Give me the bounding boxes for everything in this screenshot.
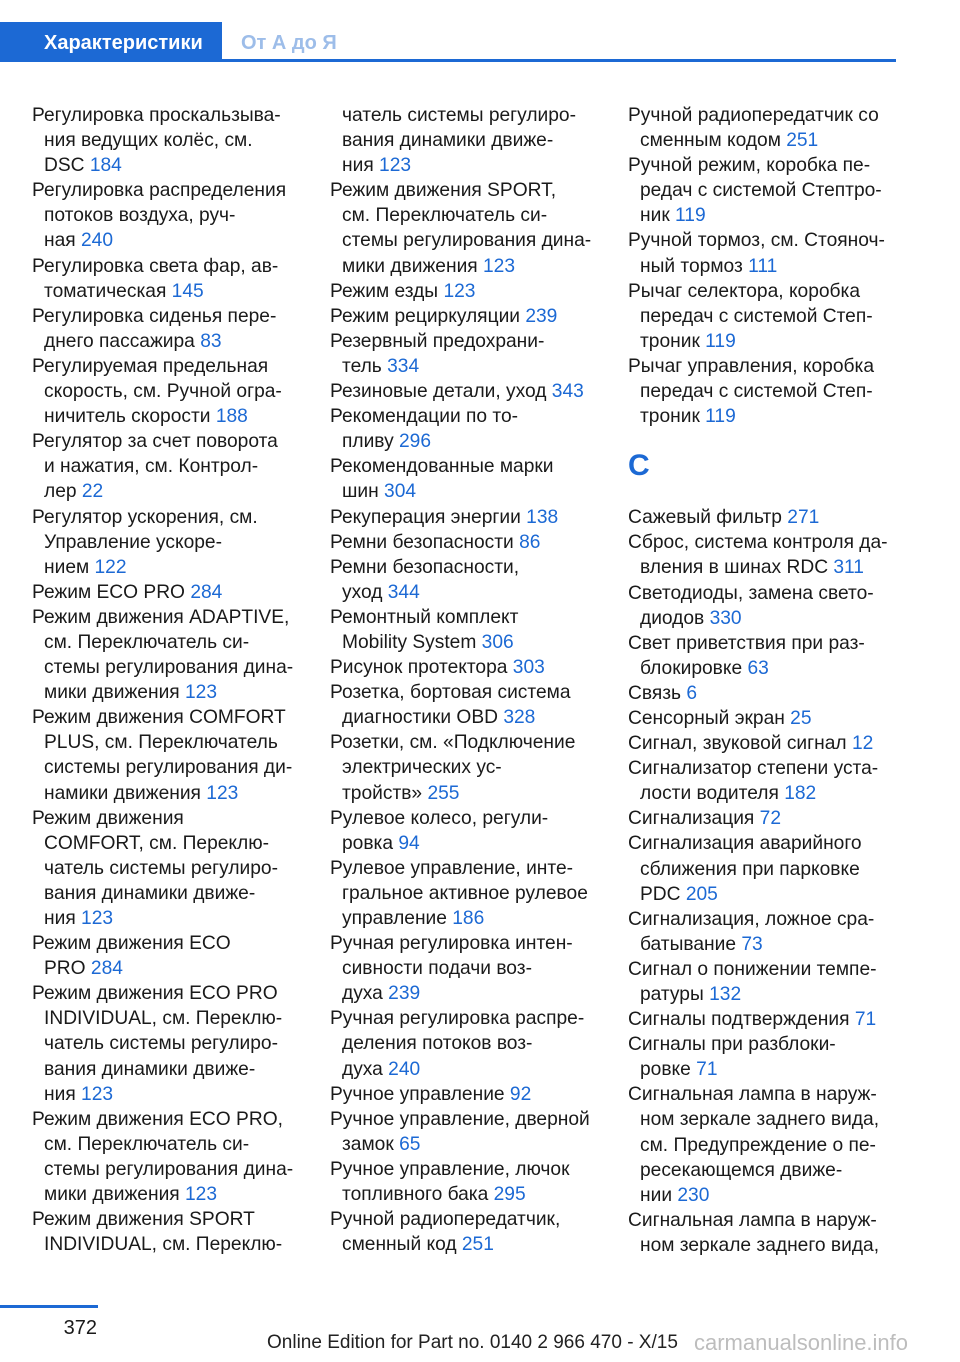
entry-text: скорость, см. Ручной огра- bbox=[44, 381, 282, 403]
index-entry bbox=[330, 1157, 605, 1207]
index-entry bbox=[628, 530, 900, 580]
entry-text: днего пассажира bbox=[44, 330, 201, 352]
entry-text: потоков воздуха, руч- bbox=[44, 205, 236, 227]
index-column-2 bbox=[330, 103, 605, 1257]
entry-text: Режим рециркуляции bbox=[330, 305, 526, 327]
page-link[interactable]: 239 bbox=[525, 305, 558, 327]
entry-text: топливного бака bbox=[342, 1184, 494, 1206]
entry-text: Ручное управление, лючок bbox=[330, 1158, 570, 1180]
tab-a-to-z[interactable]: От А до Я bbox=[241, 32, 337, 54]
entry-text: Сенсорный экран bbox=[628, 707, 791, 729]
page-link[interactable]: 271 bbox=[787, 507, 820, 529]
page-link[interactable]: 182 bbox=[784, 783, 817, 805]
entry-text: мики движения bbox=[342, 255, 484, 277]
entry-text: Режим движения bbox=[32, 807, 184, 829]
page-link[interactable]: 123 bbox=[379, 155, 412, 177]
page-link[interactable]: 63 bbox=[747, 657, 769, 679]
entry-text: ная bbox=[44, 230, 81, 252]
index-entry bbox=[628, 957, 900, 1007]
index-entry bbox=[32, 931, 307, 981]
page-link[interactable]: 73 bbox=[741, 933, 763, 955]
entry-text: Режим движения SPORT bbox=[32, 1209, 255, 1231]
entry-text: Рычаг селектора, коробка bbox=[628, 280, 861, 302]
entry-text: чатель системы регулиро- bbox=[44, 857, 278, 879]
entry-text: передач с системой Степ- bbox=[640, 381, 873, 403]
index-entry bbox=[628, 354, 900, 429]
index-entry bbox=[628, 505, 900, 530]
entry-text: ратуры bbox=[640, 984, 710, 1005]
entry-text: Регулируемая предельная bbox=[32, 355, 269, 377]
entry-text: троник bbox=[640, 330, 706, 352]
index-column-3 bbox=[628, 103, 900, 1258]
entry-text: PLUS, см. Переключатель bbox=[44, 732, 278, 754]
section-letter: С bbox=[628, 449, 650, 483]
index-entry bbox=[330, 806, 605, 856]
entry-text: троник bbox=[640, 406, 706, 428]
entry-text: Ручное управление, дверной bbox=[330, 1108, 590, 1130]
entry-text: ния bbox=[44, 1083, 82, 1105]
index-entry bbox=[330, 856, 605, 931]
entry-text: диагностики OBD bbox=[342, 707, 504, 729]
entry-text: INDIVIDUAL, см. Переклю- bbox=[44, 1008, 283, 1030]
index-entry bbox=[32, 605, 307, 705]
entry-text: вания динамики движе- bbox=[342, 130, 554, 152]
index-entry bbox=[628, 228, 900, 278]
page-link[interactable]: 94 bbox=[398, 832, 420, 854]
page-link[interactable]: 205 bbox=[685, 883, 718, 905]
entry-text: деления потоков воз- bbox=[342, 1033, 533, 1055]
entry-text: см. Переключатель си- bbox=[342, 205, 548, 227]
entry-text: батывание bbox=[640, 933, 742, 955]
entry-text: нии bbox=[640, 1184, 678, 1206]
entry-text: стемы регулирования дина- bbox=[342, 230, 592, 252]
index-entry bbox=[628, 1032, 900, 1082]
entry-text: Режим езды bbox=[330, 280, 444, 302]
index-entry bbox=[628, 731, 900, 756]
entry-text: лости водителя bbox=[640, 783, 785, 805]
page-link[interactable]: 122 bbox=[94, 556, 127, 578]
page-link[interactable]: 306 bbox=[481, 631, 514, 653]
page-link[interactable]: 303 bbox=[512, 657, 545, 679]
index-entry bbox=[330, 655, 605, 680]
entry-text: Сигнализация, ложное сра- bbox=[628, 908, 875, 930]
index-entry bbox=[330, 304, 605, 329]
page-link[interactable]: 251 bbox=[461, 1234, 494, 1256]
page-link[interactable]: 251 bbox=[786, 130, 819, 152]
page-link[interactable]: 123 bbox=[81, 908, 114, 929]
index-entry bbox=[628, 806, 900, 831]
entry-text: ничитель скорости bbox=[44, 406, 216, 428]
index-entry bbox=[330, 530, 605, 555]
entry-text: PRO bbox=[44, 958, 91, 980]
page-link[interactable]: 71 bbox=[696, 1059, 718, 1081]
entry-text: Ручной тормоз, см. Стояноч- bbox=[628, 230, 885, 252]
page-link[interactable]: 138 bbox=[526, 506, 559, 528]
entry-text: Рекомендованные марки bbox=[330, 456, 554, 478]
entry-text: томатическая bbox=[44, 280, 172, 302]
entry-text: Рулевое управление, инте- bbox=[330, 857, 574, 879]
page-link[interactable]: 123 bbox=[185, 1184, 218, 1206]
entry-text: Ручная регулировка интен- bbox=[330, 933, 573, 955]
page-link[interactable]: 255 bbox=[427, 782, 460, 804]
index-entry bbox=[32, 505, 307, 580]
entry-text: шин bbox=[342, 481, 385, 503]
entry-text: Розетки, см. «Подключение bbox=[330, 732, 576, 754]
entry-text: Режим движения ADAPTIVE, bbox=[32, 606, 290, 628]
page-link[interactable]: 25 bbox=[790, 707, 812, 729]
watermark: carmanualsonline.info bbox=[694, 1330, 909, 1355]
page-link[interactable]: 240 bbox=[388, 1058, 421, 1080]
index-entry bbox=[330, 730, 605, 805]
entry-text: Ручное управление bbox=[330, 1083, 510, 1105]
index-entry bbox=[628, 1007, 900, 1032]
entry-text: мики движения bbox=[44, 682, 186, 704]
entry-text: Режим движения ECO bbox=[32, 933, 231, 955]
entry-text: управление bbox=[342, 908, 453, 929]
page-link[interactable]: 22 bbox=[81, 481, 104, 503]
index-entry bbox=[32, 580, 307, 605]
page-link[interactable]: 6 bbox=[686, 682, 698, 704]
entry-text: INDIVIDUAL, см. Переклю- bbox=[44, 1234, 283, 1256]
entry-text: Режим движения ECO PRO, bbox=[32, 1108, 283, 1130]
entry-text: Светодиоды, замена свето- bbox=[628, 582, 874, 604]
index-entry bbox=[330, 605, 605, 655]
entry-text: стемы регулирования дина- bbox=[44, 1158, 294, 1180]
page-link[interactable]: 12 bbox=[851, 733, 874, 755]
index-entry bbox=[330, 1207, 605, 1257]
entry-text: ровка bbox=[342, 832, 399, 854]
page-link[interactable]: 111 bbox=[748, 255, 778, 277]
index-entry bbox=[330, 931, 605, 1006]
index-entry bbox=[330, 404, 605, 454]
entry-text: и нажатия, см. Контрол- bbox=[44, 456, 259, 478]
entry-text: Регулировка проскальзыва- bbox=[32, 105, 281, 126]
entry-text: см. Переключатель си- bbox=[44, 631, 250, 653]
index-entry bbox=[628, 631, 900, 681]
index-entry bbox=[32, 304, 307, 354]
entry-text: Режим движения ECO PRO bbox=[32, 983, 278, 1005]
entry-text: системы регулирования ди- bbox=[44, 757, 293, 779]
entry-text: вания динамики движе- bbox=[44, 1058, 256, 1080]
index-entry bbox=[330, 103, 605, 178]
index-entry bbox=[32, 354, 307, 429]
index-entry bbox=[628, 706, 900, 731]
page-link[interactable]: 145 bbox=[171, 280, 204, 302]
entry-text: Управление ускоре- bbox=[44, 531, 222, 553]
header-tabs bbox=[0, 0, 896, 62]
page-link[interactable]: 343 bbox=[551, 381, 584, 403]
page-link[interactable]: 184 bbox=[89, 155, 122, 177]
header-rule bbox=[222, 59, 896, 62]
index-entry bbox=[330, 555, 605, 605]
entry-text: лер bbox=[44, 481, 82, 503]
entry-text: Сигнализатор степени уста- bbox=[628, 758, 879, 780]
entry-text: Ручной радиопередатчик, bbox=[330, 1209, 561, 1231]
entry-text: Ручная регулировка распре- bbox=[330, 1008, 585, 1030]
entry-text: духа bbox=[342, 983, 389, 1005]
entry-text: ровке bbox=[640, 1059, 697, 1081]
page-link[interactable]: 311 bbox=[833, 557, 864, 579]
index-entry bbox=[32, 705, 307, 805]
entry-text: Регулировка распределения bbox=[32, 180, 287, 202]
index-entry bbox=[32, 103, 307, 178]
entry-text: Розетка, бортовая система bbox=[330, 682, 571, 704]
index-entry bbox=[330, 379, 605, 404]
entry-text: Регулировка света фар, ав- bbox=[32, 255, 279, 277]
entry-text: Связь bbox=[628, 682, 687, 704]
page-link[interactable]: 119 bbox=[675, 205, 706, 227]
entry-text: сменным кодом bbox=[640, 130, 787, 152]
entry-text: вания динамики движе- bbox=[44, 882, 256, 904]
page-link[interactable]: 71 bbox=[854, 1009, 877, 1031]
entry-text: Рычаг управления, коробка bbox=[628, 355, 874, 377]
entry-text: ном зеркале заднего вида, bbox=[640, 1109, 880, 1131]
index-entry bbox=[32, 254, 307, 304]
page-link[interactable]: 284 bbox=[90, 958, 123, 980]
entry-text: Сажевый фильтр bbox=[628, 507, 788, 529]
entry-text: Регулятор ускорения, см. bbox=[32, 506, 258, 528]
entry-text: Режим движения SPORT, bbox=[330, 180, 557, 202]
page-link[interactable]: 123 bbox=[185, 682, 218, 704]
entry-text: Сигнал, звуковой сигнал bbox=[628, 733, 852, 755]
page-link[interactable]: 86 bbox=[519, 531, 541, 553]
index-entry bbox=[330, 1107, 605, 1157]
entry-text: Сигналы подтверждения bbox=[628, 1009, 855, 1031]
page-link[interactable]: 132 bbox=[709, 984, 742, 1005]
entry-text: Рекомендации по то- bbox=[330, 406, 519, 428]
entry-text: Регулировка сиденья пере- bbox=[32, 305, 277, 327]
page-link[interactable]: 92 bbox=[509, 1083, 532, 1105]
page-link[interactable]: 344 bbox=[387, 581, 420, 603]
page-link[interactable]: 83 bbox=[200, 330, 222, 352]
index-column-1 bbox=[32, 103, 307, 1257]
index-entry bbox=[32, 1207, 307, 1257]
index-entry bbox=[330, 178, 605, 278]
page-link[interactable]: 123 bbox=[483, 255, 516, 277]
entry-text: Рекуперация энергии bbox=[330, 506, 527, 528]
entry-text: ный тормоз bbox=[640, 255, 749, 277]
index-entry bbox=[330, 454, 605, 504]
entry-text: Ручной режим, коробка пе- bbox=[628, 155, 871, 177]
entry-text: диодов bbox=[640, 607, 710, 629]
page-link[interactable]: 230 bbox=[677, 1184, 710, 1206]
index-entry bbox=[628, 279, 900, 354]
entry-text: Режим ECO PRO bbox=[32, 581, 191, 603]
entry-text: электрических ус- bbox=[342, 757, 502, 779]
page-link[interactable]: 188 bbox=[215, 406, 248, 428]
entry-text: COMFORT, см. Переклю- bbox=[44, 832, 270, 854]
entry-text: Регулятор за счет поворота bbox=[32, 431, 278, 453]
entry-text: Режим движения COMFORT bbox=[32, 707, 286, 729]
entry-text: передач с системой Степ- bbox=[640, 305, 873, 327]
entry-text: ния bbox=[342, 155, 380, 177]
page-link[interactable]: 239 bbox=[388, 983, 421, 1005]
page-link[interactable]: 284 bbox=[190, 581, 223, 603]
entry-text: см. Предупреждение о пе- bbox=[640, 1134, 876, 1156]
entry-text: вления в шинах RDC bbox=[640, 557, 834, 579]
entry-text: DSC bbox=[44, 155, 90, 177]
entry-text: ния ведущих колёс, см. bbox=[44, 130, 253, 152]
entry-text: Свет приветствия при раз- bbox=[628, 632, 865, 654]
entry-text: ния bbox=[44, 908, 82, 929]
page-link[interactable]: 119 bbox=[705, 330, 736, 352]
entry-text: чатель системы регулиро- bbox=[44, 1033, 278, 1055]
page-link[interactable]: 186 bbox=[452, 908, 485, 929]
entry-text: ник bbox=[640, 205, 676, 227]
entry-text: редач с системой Стептро- bbox=[640, 180, 882, 202]
entry-text: тель bbox=[342, 355, 388, 377]
footer-rule bbox=[0, 1305, 98, 1308]
index-entry bbox=[32, 178, 307, 253]
entry-text: Сигналы при разблоки- bbox=[628, 1034, 836, 1056]
entry-text: см. Переключатель си- bbox=[44, 1133, 250, 1155]
entry-text: сближения при парковке bbox=[640, 858, 860, 880]
index-entry bbox=[32, 981, 307, 1106]
entry-text: гральное активное рулевое bbox=[342, 882, 588, 904]
page-link[interactable]: 240 bbox=[81, 230, 114, 252]
entry-text: пливу bbox=[342, 431, 400, 453]
entry-text: намики движения bbox=[44, 782, 207, 804]
entry-text: духа bbox=[342, 1058, 389, 1080]
index-entry bbox=[330, 279, 605, 304]
index-entry bbox=[32, 1107, 307, 1207]
entry-text: Ручной радиопередатчик со bbox=[628, 105, 879, 126]
entry-text: чатель системы регулиро- bbox=[342, 105, 576, 126]
page-link[interactable]: 296 bbox=[399, 431, 432, 453]
entry-text: Сигнал о понижении темпе- bbox=[628, 958, 877, 980]
index-entry bbox=[330, 329, 605, 379]
index-entry bbox=[628, 153, 900, 228]
index-entry bbox=[628, 1082, 900, 1207]
tab-characteristics[interactable]: Характеристики bbox=[0, 22, 222, 62]
entry-text: уход bbox=[342, 581, 388, 603]
page-link[interactable]: 123 bbox=[443, 280, 476, 302]
entry-text: мики движения bbox=[44, 1184, 186, 1206]
entry-text: Ремни безопасности, bbox=[330, 556, 520, 578]
page-link[interactable]: 334 bbox=[387, 355, 420, 377]
entry-text: Резервный предохрани- bbox=[330, 330, 545, 352]
entry-text: сивности подачи воз- bbox=[342, 958, 532, 980]
entry-text: Ремонтный комплект bbox=[330, 606, 519, 628]
index-entry bbox=[628, 907, 900, 957]
entry-text: Сигнальная лампа в наруж- bbox=[628, 1084, 877, 1106]
entry-text: Сигнализация аварийного bbox=[628, 833, 862, 855]
index-entry bbox=[330, 1082, 605, 1107]
page-link[interactable]: 330 bbox=[709, 607, 742, 629]
entry-text: PDC bbox=[640, 883, 686, 905]
entry-text: Ремни безопасности bbox=[330, 531, 520, 553]
page-link[interactable]: 328 bbox=[503, 707, 536, 729]
index-entry bbox=[628, 581, 900, 631]
index-entry bbox=[628, 681, 900, 706]
index-entry bbox=[628, 756, 900, 806]
page-number: 372 bbox=[63, 1317, 97, 1339]
entry-text: нием bbox=[44, 556, 95, 578]
entry-text: Рулевое колесо, регули- bbox=[330, 807, 549, 829]
page-link[interactable]: 123 bbox=[81, 1083, 114, 1105]
page-link[interactable]: 123 bbox=[206, 782, 239, 804]
page-link[interactable]: 72 bbox=[759, 808, 781, 830]
entry-text: Сброс, система контроля да- bbox=[628, 532, 888, 554]
index-entry bbox=[330, 1006, 605, 1081]
index-entry bbox=[330, 680, 605, 730]
index-entry bbox=[628, 831, 900, 906]
entry-text: Резиновые детали, уход bbox=[330, 381, 552, 403]
entry-text: ресекающемся движе- bbox=[640, 1159, 843, 1181]
index-entry bbox=[32, 429, 307, 504]
page-link[interactable]: 119 bbox=[705, 406, 736, 428]
page-link[interactable]: 65 bbox=[399, 1133, 421, 1155]
entry-text: Mobility System bbox=[342, 631, 482, 653]
index-entry bbox=[32, 806, 307, 931]
entry-text: тройств» bbox=[342, 782, 428, 804]
page-link[interactable]: 295 bbox=[493, 1184, 526, 1206]
index-entry bbox=[628, 103, 900, 153]
index-entry bbox=[330, 505, 605, 530]
entry-text: Рисунок протектора bbox=[330, 657, 513, 679]
entry-text: стемы регулирования дина- bbox=[44, 657, 294, 679]
page-link[interactable]: 304 bbox=[384, 481, 417, 503]
index-entry bbox=[628, 1208, 900, 1258]
edition-text: Online Edition for Part no. 0140 2 966 470 - X/15 bbox=[267, 1332, 678, 1353]
entry-text: блокировке bbox=[640, 657, 748, 679]
entry-text: Сигнальная лампа в наруж- bbox=[628, 1209, 877, 1231]
entry-text: замок bbox=[342, 1133, 400, 1155]
entry-text: сменный код bbox=[342, 1234, 462, 1256]
entry-text: ном зеркале заднего вида, bbox=[640, 1234, 880, 1256]
entry-text: Сигнализация bbox=[628, 808, 760, 830]
